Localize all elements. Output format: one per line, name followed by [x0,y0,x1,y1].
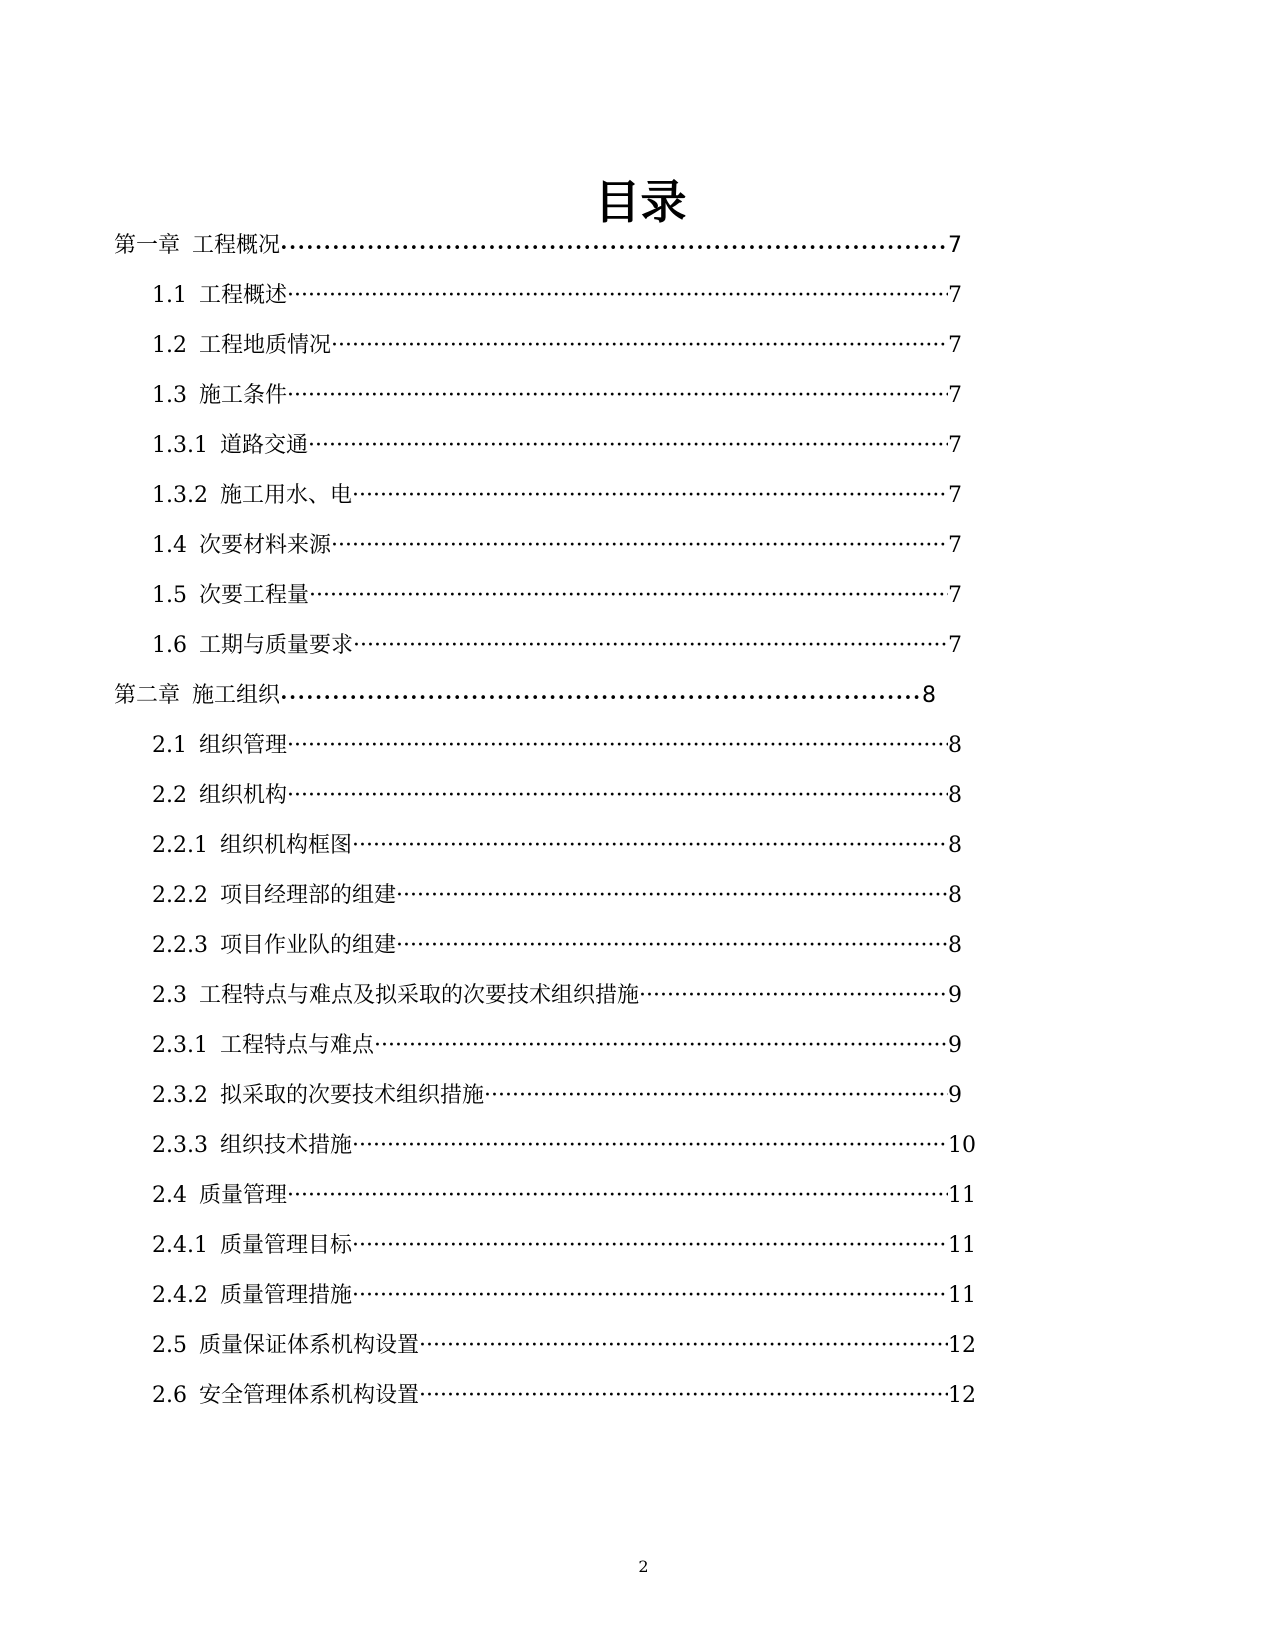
toc-entry-page: 11 [948,1233,976,1258]
toc-entry-number: 2.2.2 [152,883,208,908]
toc-entry-page: 7 [948,483,962,508]
toc-entry-page: 7 [948,233,962,258]
toc-entry-title: 质量保证体系机构设置 [199,1333,420,1358]
toc-leader-dots [352,1280,948,1312]
toc-entry-2-3-2[interactable] [152,1080,962,1112]
toc-entry-number: 1.3.2 [152,483,208,508]
toc-entry-2-2-3[interactable] [152,930,962,962]
toc-entry-1-6[interactable] [152,630,962,662]
toc-leader-dots [396,880,948,912]
toc-entry-number: 2.3.2 [152,1083,208,1108]
toc-leader-dots [396,930,948,962]
toc-leader-dots [639,980,948,1012]
toc-entry-1-1[interactable] [152,280,962,312]
page-number: 2 [638,1557,649,1576]
toc-entry-title: 施工条件 [199,383,288,408]
toc-leader-dots [331,330,948,362]
toc-entry-number: 2.3.1 [152,1033,208,1058]
toc-leader-dots [419,1330,948,1362]
toc-entry-page: 8 [922,683,936,708]
toc-entry-page: 7 [948,433,962,458]
toc-entry-number: 2.2.1 [152,833,208,858]
toc-entry-2-1[interactable] [152,730,962,762]
toc-entry-title: 施工用水、电 [219,483,352,508]
toc-entry-page: 12 [948,1383,976,1408]
toc-entry-number: 1.3.1 [152,433,208,458]
toc-leader-dots [331,530,948,562]
toc-leader-dots [287,280,948,312]
toc-entry-1-4[interactable] [152,530,962,562]
toc-entry-page: 11 [948,1283,976,1308]
toc-entry-number: 2.3 [152,983,187,1008]
toc-entry-2-2-2[interactable] [152,880,962,912]
toc-leader-dots [352,830,948,862]
toc-entry-2-3-3[interactable] [152,1130,976,1162]
toc-entry-2-4[interactable] [152,1180,976,1212]
toc-entry-title: 质量管理 [199,1183,288,1208]
toc-entry-page: 9 [948,983,962,1008]
toc-entry-1-5[interactable] [152,580,962,612]
toc-entry-1-3-1[interactable] [152,430,962,462]
toc-entry-page: 10 [948,1133,976,1158]
toc-entry-2-3-1[interactable] [152,1030,962,1062]
toc-entry-number: 1.3 [152,383,187,408]
toc-entry-2-6[interactable] [152,1380,976,1412]
toc-leader-dots [352,480,948,512]
toc-entry-1-2[interactable] [152,330,962,362]
toc-entry-title: 次要工程量 [199,583,310,608]
toc-leader-dots [352,1130,948,1162]
toc-entry-page: 7 [948,333,962,358]
toc-entry-number: 2.1 [152,733,187,758]
toc-entry-title: 安全管理体系机构设置 [199,1383,420,1408]
toc-entry-title: 项目作业队的组建 [219,933,396,958]
toc-entry-2-3[interactable] [152,980,962,1012]
toc-entry-page: 9 [948,1033,962,1058]
toc-entry-title: 工程特点与难点 [219,1033,374,1058]
toc-entry-title: 工程特点与难点及拟采取的次要技术组织措施 [199,983,640,1008]
toc-leader-dots [280,680,922,715]
toc-entry-number: 2.4.1 [152,1233,208,1258]
toc-entry-title: 质量管理目标 [219,1233,352,1258]
toc-entry-number: 1.2 [152,333,187,358]
toc-entry-1-3[interactable] [152,380,962,412]
toc-entry-page: 11 [948,1183,976,1208]
toc-entry-title: 工程地质情况 [199,333,332,358]
toc-entry-chapter-2[interactable] [114,680,936,712]
toc-entry-title: 组织机构框图 [219,833,352,858]
toc-entry-number: 1.1 [152,283,187,308]
toc-leader-dots [309,580,948,612]
toc-leader-dots [287,1180,948,1212]
toc-leader-dots [280,230,948,265]
toc-entry-2-4-1[interactable] [152,1230,976,1262]
toc-entry-number: 2.4.2 [152,1283,208,1308]
toc-entry-number: 2.2 [152,783,187,808]
toc-entry-title: 道路交通 [219,433,308,458]
toc-entry-title: 工期与质量要求 [199,633,354,658]
toc-entry-page: 8 [948,733,962,758]
toc-leader-dots [352,1230,948,1262]
toc-entry-number: 1.5 [152,583,187,608]
toc-leader-dots [287,780,948,812]
toc-entry-page: 7 [948,533,962,558]
toc-entry-page: 7 [948,583,962,608]
toc-entry-title: 质量管理措施 [219,1283,352,1308]
toc-leader-dots [353,630,948,662]
toc-entry-1-3-2[interactable] [152,480,962,512]
toc-entry-page: 9 [948,1083,962,1108]
toc-entry-title: 项目经理部的组建 [219,883,396,908]
toc-leader-dots [287,730,948,762]
toc-entry-title: 组织管理 [199,733,288,758]
toc-entry-number: 2.6 [152,1383,187,1408]
toc-entry-title: 施工组织 [192,683,281,708]
toc-entry-page: 8 [948,883,962,908]
toc-entry-chapter-1[interactable] [114,230,962,262]
toc-entry-title: 组织机构 [199,783,288,808]
toc-entry-page: 8 [948,833,962,858]
toc-entry-page: 8 [948,783,962,808]
toc-entry-title: 工程概述 [199,283,288,308]
toc-leader-dots [308,430,948,462]
toc-entry-title: 组织技术措施 [219,1133,352,1158]
toc-entry-page: 7 [948,383,962,408]
toc-leader-dots [419,1380,948,1412]
toc-entry-number: 2.4 [152,1183,187,1208]
toc-entry-2-2[interactable] [152,780,962,812]
toc-entry-title: 工程概况 [192,233,281,258]
toc-entry-2-2-1[interactable] [152,830,962,862]
toc-entry-page: 7 [948,283,962,308]
toc-entry-2-5[interactable] [152,1330,976,1362]
toc-entry-number: 1.6 [152,633,187,658]
toc-entry-number: 第二章 [114,683,181,708]
toc-leader-dots [374,1030,948,1062]
toc-leader-dots [287,380,948,412]
toc-entry-number: 2.3.3 [152,1133,208,1158]
toc-entry-title: 次要材料来源 [199,533,332,558]
toc-entry-page: 8 [948,933,962,958]
toc-entry-number: 第一章 [114,233,181,258]
toc-entry-page: 7 [948,633,962,658]
toc-entry-number: 2.5 [152,1333,187,1358]
toc-entry-page: 12 [948,1333,976,1358]
toc-entry-2-4-2[interactable] [152,1280,976,1312]
toc-entry-title: 拟采取的次要技术组织措施 [219,1083,484,1108]
page-title: 目录 [594,175,687,229]
toc-leader-dots [484,1080,948,1112]
toc-entry-number: 2.2.3 [152,933,208,958]
toc-entry-number: 1.4 [152,533,187,558]
